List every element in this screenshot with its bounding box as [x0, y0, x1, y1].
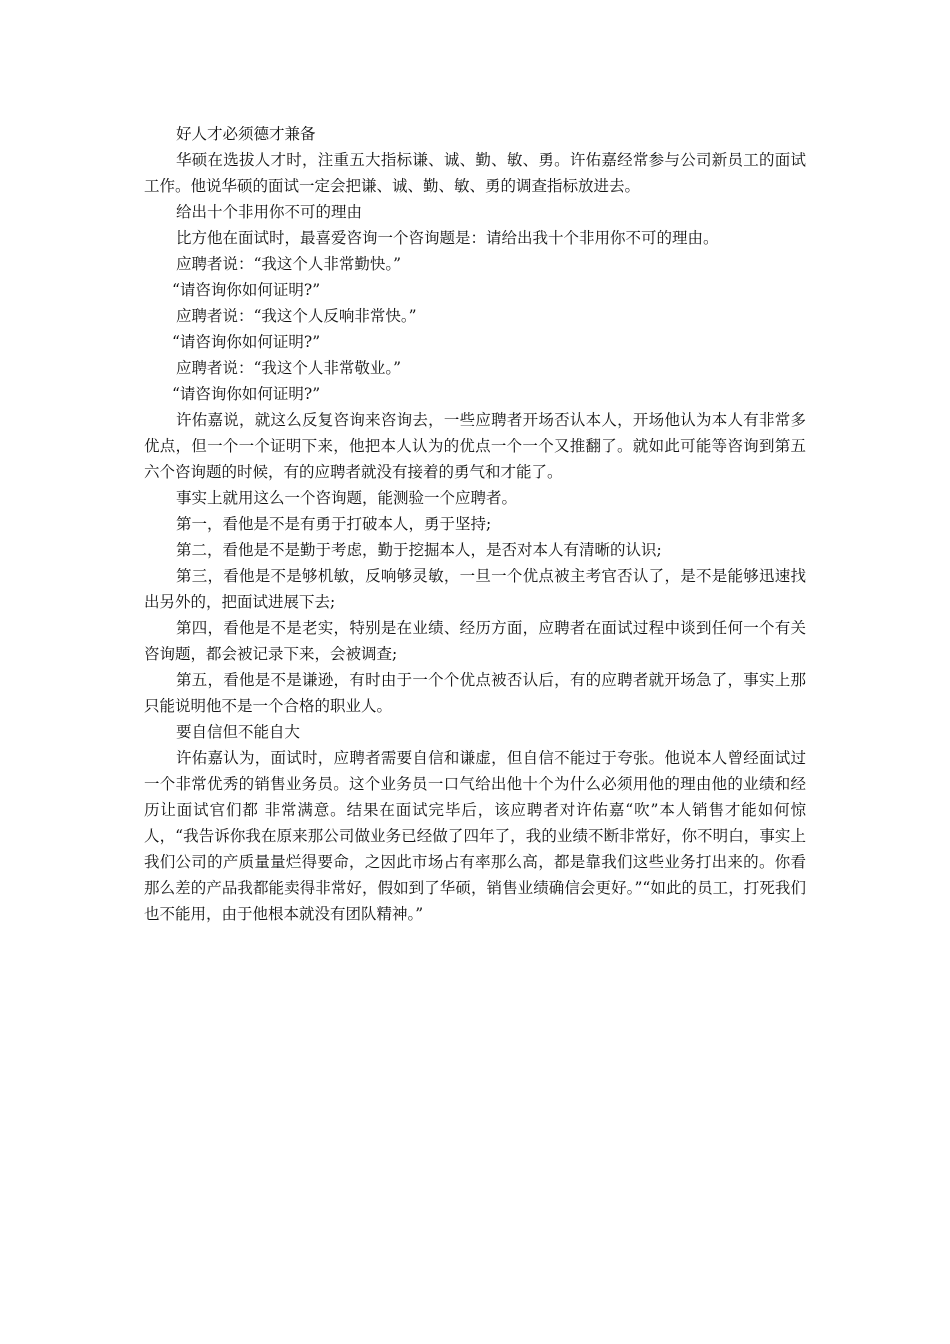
dialogue-line: 应聘者说：“我这个人反响非常快。”: [176, 307, 417, 325]
paragraph-one-question: 事实上就用这么一个咨询题，能测验一个应聘者。: [176, 489, 518, 507]
paragraph-confidence-story: 许佑嘉认为，面试时，应聘者需要自信和谦虚，但自信不能过于夸张。他说本人曾经面试过一个非常优秀的销售业务员。这个业务员一口气给出他十个为什么必须用他的理由他的业绩和经历让面试官们都 非常满意。结果在面试完毕后，该应聘者对许佑嘉“吹”本人销售才能如何惊人，“我告诉你我在原来那公司做业务已经做了四年了，我的业绩不断非常好，你不明白，事实上我们公司的产质量量烂得要命，之因此市场占有率那么高，都是靠我们这些业务打出来的。你看那么差的产品我都能卖得非常好，假如到了华硕，销售业绩确信会更好。”“如此的员工，打死我们也不能用，由于他根本就没有团队精神。”: [144, 749, 806, 923]
list-item-third: 第三，看他是不是够机敏，反响够灵敏，一旦一个优点被主考官否认了，是不是能够迅速找出另外的，把面试进展下去;: [144, 567, 806, 611]
list-item-fifth: 第五，看他是不是谦逊，有时由于一个个优点被否认后，有的应聘者就开场急了，事实上那只能说明他不是一个合格的职业人。: [144, 671, 806, 715]
list-item-first: 第一，看他是不是有勇于打破本人，勇于坚持;: [176, 515, 492, 533]
section-heading-talent: 好人才必须德才兼备: [176, 125, 316, 143]
dialogue-line: “请咨询你如何证明?”: [172, 333, 321, 351]
dialogue-line: “请咨询你如何证明?”: [172, 281, 321, 299]
paragraph-interview-question: 比方他在面试时，最喜爱咨询一个咨询题是：请给出我十个非用你不可的理由。: [176, 229, 719, 247]
dialogue-line: 应聘者说：“我这个人非常敬业。”: [176, 359, 402, 377]
section-heading-confidence: 要自信但不能自大: [176, 723, 301, 741]
paragraph-repeated-questioning: 许佑嘉说，就这么反复咨询来咨询去，一些应聘者开场否认本人，开场他认为本人有非常多优点，但一个一个证明下来，他把本人认为的优点一个一个又推翻了。就如此可能等咨询到第五六个咨询题的时候，有的应聘者就没有接着的勇气和才能了。: [144, 411, 806, 481]
list-item-fourth: 第四，看他是不是老实，特别是在业绩、经历方面，应聘者在面试过程中谈到任何一个有关咨询题，都会被记录下来，会被调查;: [144, 619, 806, 663]
section-heading-ten-reasons: 给出十个非用你不可的理由: [176, 203, 363, 221]
document-body: [144, 121, 806, 927]
paragraph-five-indicators: 华硕在选拔人才时，注重五大指标谦、诚、勤、敏、勇。许佑嘉经常参与公司新员工的面试工作。他说华硕的面试一定会把谦、诚、勤、敏、勇的调查指标放进去。: [144, 151, 806, 195]
dialogue-line: “请咨询你如何证明?”: [172, 385, 321, 403]
dialogue-line: 应聘者说：“我这个人非常勤快。”: [176, 255, 402, 273]
list-item-second: 第二，看他是不是勤于考虑，勤于挖掘本人，是否对本人有清晰的认识;: [176, 541, 662, 559]
